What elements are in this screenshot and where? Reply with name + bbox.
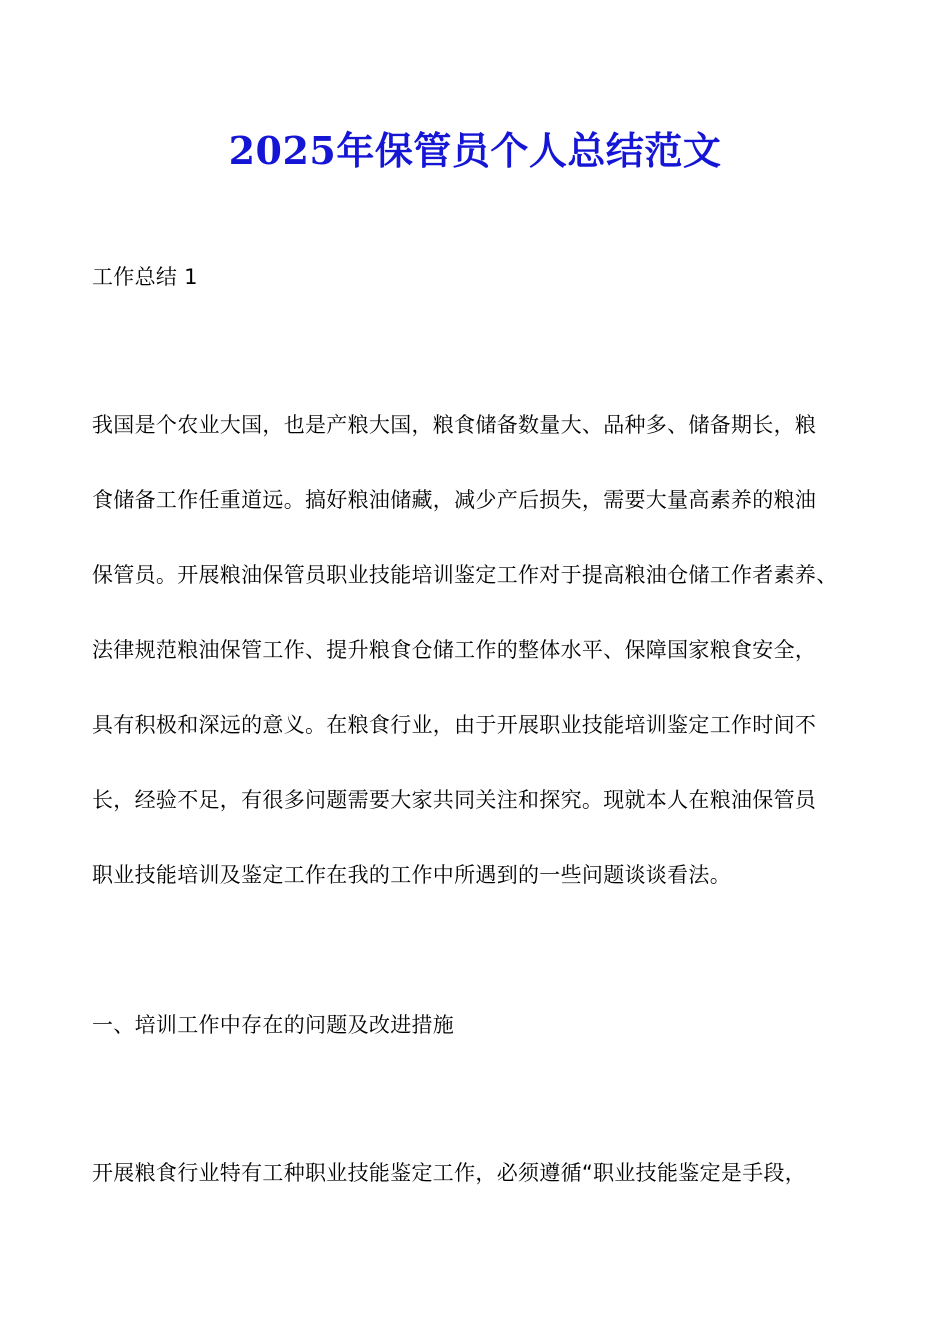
paragraph-2-line-1: 开展粮食行业特有工种职业技能鉴定工作，必须遵循“职业技能鉴定是手段，: [92, 1161, 807, 1185]
paragraph-1-line-5: 具有积极和深远的意义。在粮食行业，由于开展职业技能培训鉴定工作时间不: [92, 713, 817, 737]
paragraph-1-line-3: 保管员。开展粮油保管员职业技能培训鉴定工作对于提高粮油仓储工作者素养、: [92, 563, 838, 587]
section-heading: 一、培训工作中存在的问题及改进措施: [92, 1013, 455, 1037]
paragraph-1-line-6: 长，经验不足，有很多问题需要大家共同关注和探究。现就本人在粮油保管员: [92, 788, 817, 812]
document-title: 2025年保管员个人总结范文: [228, 128, 722, 173]
section-label: 工作总结 1: [92, 265, 198, 289]
paragraph-1-line-4: 法律规范粮油保管工作、提升粮食仓储工作的整体水平、保障国家粮食安全，: [92, 638, 817, 662]
paragraph-1-line-1: 我国是个农业大国，也是产粮大国，粮食储备数量大、品种多、储备期长，粮: [92, 413, 817, 437]
paragraph-1-line-7: 职业技能培训及鉴定工作在我的工作中所遇到的一些问题谈谈看法。: [92, 863, 731, 887]
paragraph-1-line-2: 食储备工作任重道远。搞好粮油储藏，减少产后损失，需要大量高素养的粮油: [92, 488, 817, 512]
